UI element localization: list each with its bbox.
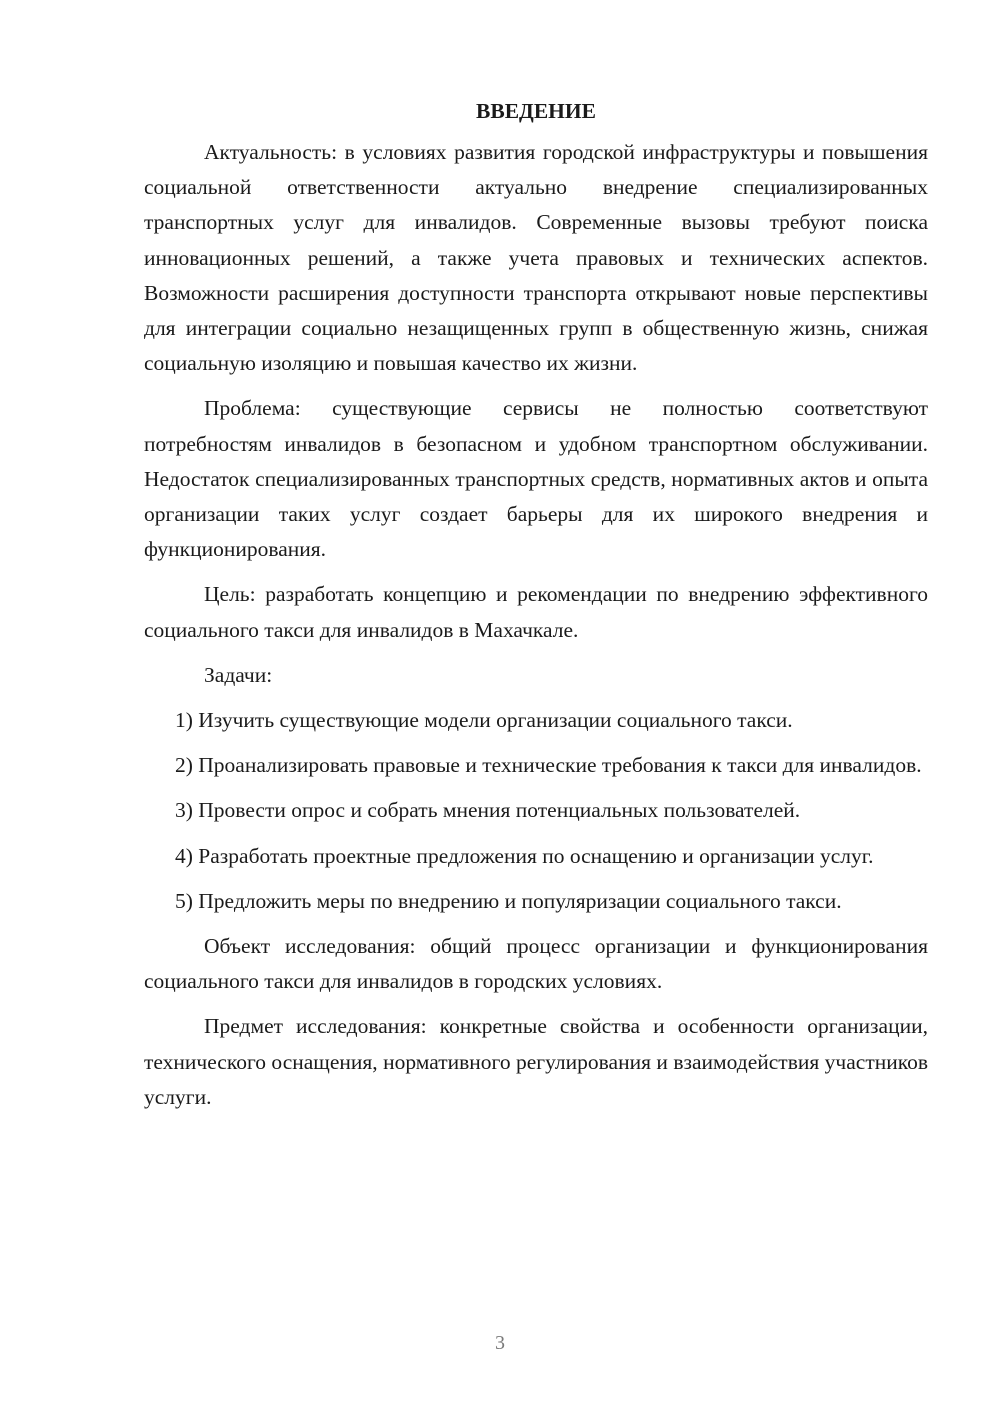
paragraph-goal: Цель: разработать концепцию и рекомендации по внедрению эффективного социального такси для инвалидов в Махачкале.: [144, 582, 928, 642]
task-item: 3) Провести опрос и собрать мнения потенциальных пользователей.: [175, 798, 801, 823]
paragraph-relevance: Актуальность: в условиях развития городской инфраструктуры и повышения социальной ответственности актуально внедрение специализированных транспортных услуг для инвалидов. Современные вызовы требуют поиска инновационных решений, а также учета правовых и технических аспектов. Возможности расширения доступности транспорта открывают новые перспективы для интеграции социально незащищенных групп в общественную жизнь, снижая социальную изоляцию и повышая качество их жизни.: [144, 140, 928, 376]
task-item: 5) Предложить меры по внедрению и популяризации социального такси.: [175, 888, 842, 913]
page-number: 3: [495, 1332, 505, 1354]
section-heading: ВВЕДЕНИЕ: [476, 99, 596, 123]
paragraph-subject: Предмет исследования: конкретные свойства и особенности организации, технического оснащения, нормативного регулирования и взаимодействия участников услуги.: [144, 1014, 928, 1109]
task-item: 1) Изучить существующие модели организации социального такси.: [175, 708, 793, 733]
task-item: 4) Разработать проектные предложения по оснащению и организации услуг.: [175, 843, 874, 868]
task-item: 2) Проанализировать правовые и технические требования к такси для инвалидов.: [175, 753, 922, 778]
page-content: [144, 94, 928, 1125]
paragraph-tasks-label: Задачи:: [204, 662, 273, 687]
paragraph-object: Объект исследования: общий процесс организации и функционирования социального такси для инвалидов в городских условиях.: [144, 934, 928, 994]
paragraph-problem: Проблема: существующие сервисы не полностью соответствуют потребностям инвалидов в безопасном и удобном транспортном обслуживании. Недостаток специализированных транспортных средств, нормативных актов и опыта организации таких услуг создает барьеры для их широкого внедрения и функционирования.: [144, 396, 928, 562]
